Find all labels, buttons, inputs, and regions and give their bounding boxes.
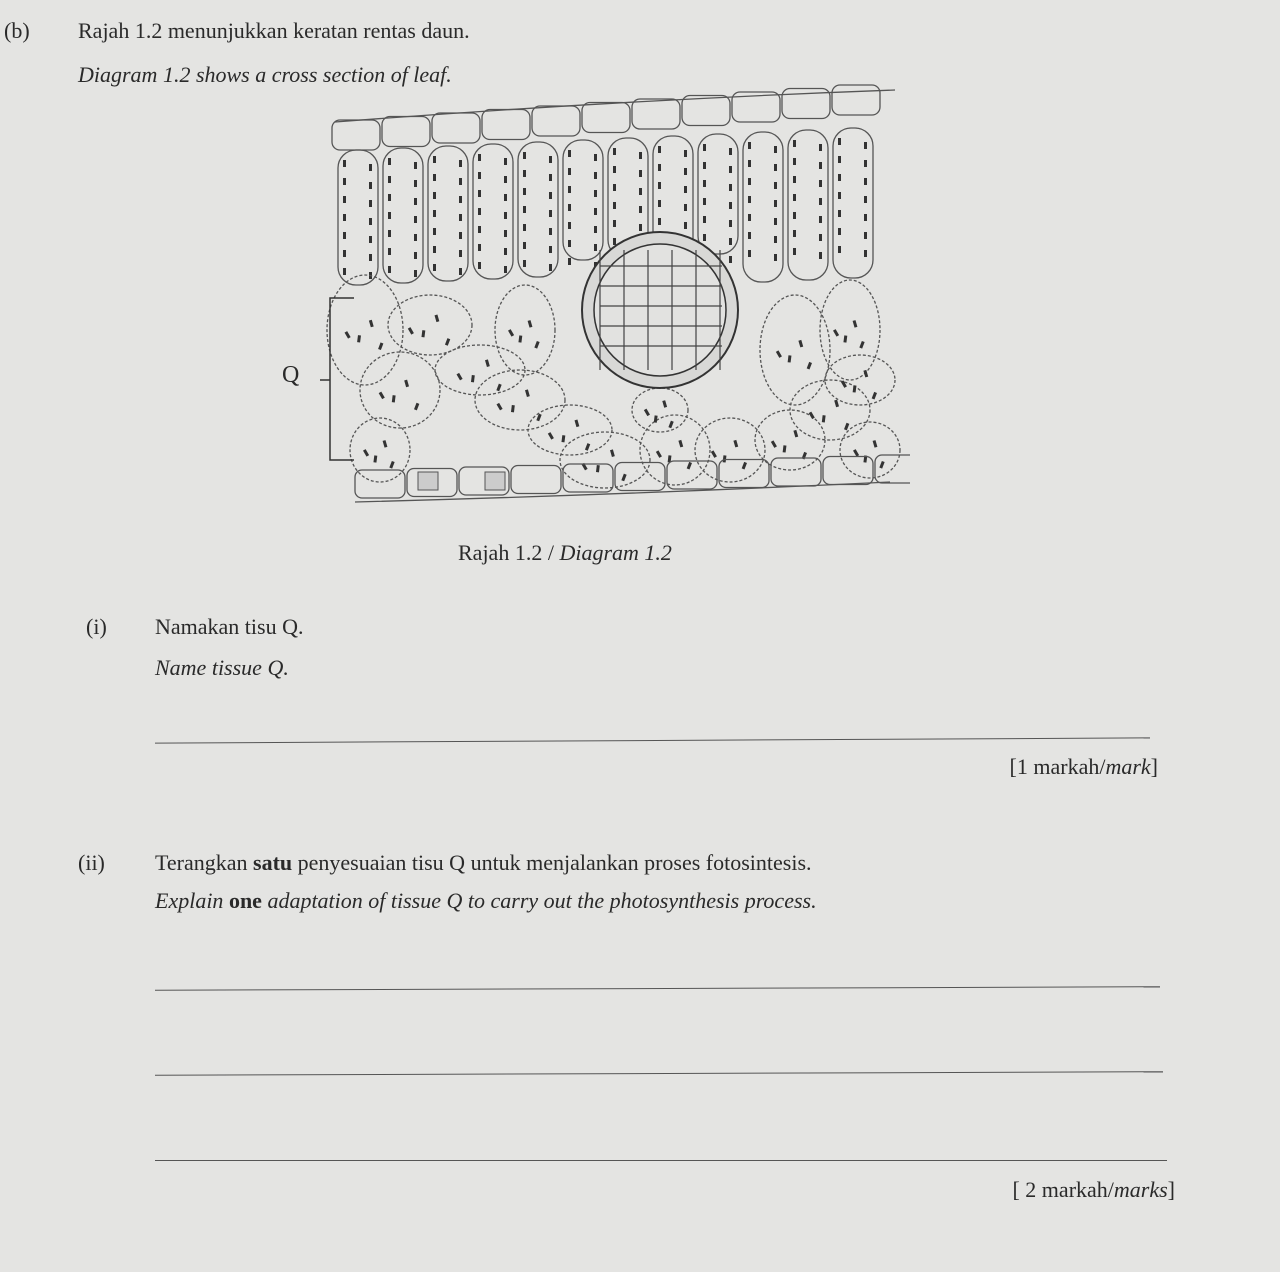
chloroplast	[435, 315, 440, 323]
upper-epidermis-cell	[482, 110, 530, 140]
chloroplast	[774, 200, 777, 207]
chloroplast	[528, 320, 533, 328]
question-ii-malay	[155, 850, 812, 876]
chloroplast	[549, 156, 552, 163]
chloroplast	[369, 320, 374, 328]
chloroplast	[523, 260, 526, 267]
chloroplast	[658, 182, 661, 189]
chloroplast	[369, 218, 372, 225]
chloroplast	[343, 232, 346, 239]
chloroplast	[838, 246, 841, 253]
marks-i-malay: [1 markah/	[1009, 754, 1106, 779]
question-i-english: Name tissue Q.	[155, 655, 289, 680]
chloroplast	[819, 162, 822, 169]
chloroplast	[774, 164, 777, 171]
chloroplast	[523, 170, 526, 177]
chloroplast	[343, 250, 346, 257]
chloroplast	[684, 186, 687, 193]
chloroplast	[478, 172, 481, 179]
chloroplast	[549, 192, 552, 199]
chloroplast	[471, 375, 475, 382]
chloroplast	[639, 170, 642, 177]
chloroplast	[864, 160, 867, 167]
chloroplast	[668, 421, 673, 429]
chloroplast	[613, 238, 616, 245]
q2-en-bold: one	[228, 888, 262, 913]
spongy-mesophyll-cell	[495, 285, 555, 375]
chloroplast	[729, 184, 732, 191]
chloroplast	[864, 214, 867, 221]
upper-epidermis-cell	[682, 96, 730, 126]
part-label: (b)	[4, 18, 30, 43]
chloroplast	[687, 462, 692, 470]
chloroplast	[864, 232, 867, 239]
chloroplast	[568, 222, 571, 229]
chloroplast	[859, 341, 864, 349]
spongy-mesophyll-cell	[632, 388, 688, 432]
chloroplast	[504, 248, 507, 255]
chloroplast	[518, 335, 522, 342]
chloroplast	[662, 400, 667, 408]
chloroplast	[357, 335, 361, 342]
q-bracket	[320, 298, 354, 460]
chloroplast	[774, 182, 777, 189]
chloroplast	[388, 176, 391, 183]
label-q: Q	[282, 362, 300, 388]
question-i-number: (i)	[86, 614, 107, 639]
chloroplast	[639, 206, 642, 213]
spongy-mesophyll-cell	[760, 295, 830, 405]
chloroplast	[853, 449, 859, 457]
chloroplast	[414, 403, 419, 411]
chloroplast	[838, 174, 841, 181]
upper-epidermis-cell	[532, 106, 580, 136]
chloroplast	[678, 440, 683, 448]
chloroplast	[774, 236, 777, 243]
answer-line-i[interactable]	[155, 737, 1150, 743]
chloroplast	[388, 230, 391, 237]
chloroplast	[459, 250, 462, 257]
chloroplast	[596, 465, 600, 472]
spongy-mesophyll-cell	[695, 418, 765, 482]
chloroplast	[748, 196, 751, 203]
answer-line-ii-3[interactable]	[155, 1160, 1167, 1161]
chloroplast	[639, 188, 642, 195]
chloroplast	[585, 443, 590, 451]
chloroplast	[568, 240, 571, 247]
chloroplast	[414, 198, 417, 205]
spongy-mesophyll-cell	[475, 370, 565, 430]
chloroplast	[774, 218, 777, 225]
q2-en-pre: Explain	[155, 888, 229, 913]
chloroplast	[433, 156, 436, 163]
chloroplast	[343, 214, 346, 221]
chloroplast	[729, 220, 732, 227]
chloroplast	[838, 156, 841, 163]
spongy-mesophyll-cell	[560, 432, 650, 488]
q2-ms-bold: satu	[253, 850, 293, 875]
chloroplast	[774, 254, 777, 261]
chloroplast	[414, 216, 417, 223]
chloroplast	[853, 385, 857, 392]
chloroplast	[433, 246, 436, 253]
chloroplast	[389, 461, 394, 469]
chloroplast	[378, 342, 383, 350]
chloroplast	[594, 208, 597, 215]
chloroplast	[684, 204, 687, 211]
chloroplast	[594, 154, 597, 161]
chloroplast	[459, 196, 462, 203]
marks-ii-close: ]	[1167, 1177, 1175, 1202]
chloroplast	[369, 236, 372, 243]
chloroplast	[838, 138, 841, 145]
chloroplast	[414, 270, 417, 277]
spongy-mesophyll-cell	[388, 295, 472, 355]
chloroplast	[433, 192, 436, 199]
chloroplast	[729, 238, 732, 245]
chloroplast	[748, 250, 751, 257]
chloroplast	[534, 341, 539, 349]
chloroplast	[549, 174, 552, 181]
chloroplast	[838, 228, 841, 235]
chloroplast	[523, 152, 526, 159]
chloroplast	[388, 248, 391, 255]
chloroplast	[445, 338, 450, 346]
chloroplast	[568, 186, 571, 193]
chloroplast	[776, 350, 782, 358]
lower-epidermis-cell	[511, 466, 561, 494]
marks-ii-malay: [ 2 markah/	[1012, 1177, 1114, 1202]
spongy-mesophyll-cell	[790, 380, 870, 440]
chloroplast	[568, 168, 571, 175]
chloroplast	[504, 176, 507, 183]
chloroplast	[658, 146, 661, 153]
chloroplast	[798, 340, 803, 348]
chloroplast	[363, 449, 369, 457]
chloroplast	[613, 166, 616, 173]
spongy-mesophyll-cell	[327, 275, 403, 385]
chloroplast	[621, 474, 626, 482]
chloroplast	[369, 200, 372, 207]
question-ii-number: (ii)	[78, 850, 105, 875]
chloroplast	[523, 224, 526, 231]
answer-line-ii-1[interactable]	[155, 986, 1160, 991]
chloroplast	[879, 461, 884, 469]
chloroplast	[684, 222, 687, 229]
chloroplast	[819, 234, 822, 241]
chloroplast	[684, 168, 687, 175]
spongy-mesophyll-cell	[640, 415, 710, 485]
spongy-mesophyll-cell	[820, 280, 880, 380]
chloroplast	[504, 230, 507, 237]
chloroplast	[345, 331, 351, 339]
chloroplast	[383, 440, 388, 448]
chloroplast	[504, 158, 507, 165]
chloroplast	[838, 192, 841, 199]
chloroplast	[525, 389, 530, 397]
chloroplast	[343, 196, 346, 203]
chloroplast	[504, 194, 507, 201]
chloroplast	[748, 178, 751, 185]
chloroplast	[819, 180, 822, 187]
chloroplast	[549, 210, 552, 217]
chloroplast	[819, 252, 822, 259]
chloroplast	[819, 216, 822, 223]
chloroplast	[853, 320, 858, 328]
chloroplast	[748, 214, 751, 221]
chloroplast	[478, 208, 481, 215]
chloroplast	[819, 144, 822, 151]
chloroplast	[485, 359, 490, 367]
chloroplast	[414, 234, 417, 241]
q2-ms-post: penyesuaian tisu Q untuk menjalankan proses fotosintesis.	[292, 850, 812, 875]
chloroplast	[459, 214, 462, 221]
answer-line-ii-2[interactable]	[155, 1071, 1163, 1076]
chloroplast	[478, 226, 481, 233]
chloroplast	[729, 148, 732, 155]
spongy-mesophyll-cell	[360, 352, 440, 428]
upper-epidermis-cell	[632, 99, 680, 129]
q2-en-post: adaptation of tissue Q to carry out the photosynthesis process.	[261, 888, 817, 913]
intro-english: Diagram 1.2 shows a cross section of leaf.	[78, 62, 452, 87]
chloroplast	[388, 194, 391, 201]
chloroplast	[568, 204, 571, 211]
marks-i-close: ]	[1150, 754, 1158, 779]
chloroplast	[748, 142, 751, 149]
chloroplast	[703, 234, 706, 241]
chloroplast	[793, 212, 796, 219]
chloroplast	[594, 244, 597, 251]
bundle-sheath-inner	[594, 244, 726, 376]
chloroplast	[561, 435, 565, 442]
chloroplast	[433, 210, 436, 217]
marks-ii-english: marks	[1113, 1177, 1168, 1202]
chloroplast	[568, 258, 571, 265]
chloroplast	[575, 420, 580, 428]
chloroplast	[404, 380, 409, 388]
chloroplast	[644, 409, 650, 417]
chloroplast	[656, 450, 662, 458]
chloroplast	[414, 252, 417, 259]
chloroplast	[613, 148, 616, 155]
chloroplast	[613, 184, 616, 191]
chloroplast	[639, 152, 642, 159]
question-ii-english	[155, 888, 817, 914]
marks-ii	[1012, 1177, 1175, 1203]
guard-cell	[485, 472, 505, 490]
diagram-caption	[458, 540, 672, 566]
chloroplast	[343, 178, 346, 185]
chloroplast	[711, 450, 717, 458]
chloroplast	[421, 330, 425, 337]
upper-epidermis-cell	[832, 85, 880, 115]
chloroplast	[457, 373, 463, 381]
chloroplast	[873, 440, 878, 448]
q2-ms-pre: Terangkan	[155, 850, 254, 875]
chloroplast	[771, 440, 777, 448]
chloroplast	[838, 210, 841, 217]
chloroplast	[392, 395, 396, 402]
chloroplast	[639, 224, 642, 231]
chloroplast	[654, 415, 658, 422]
intro-malay: Rajah 1.2 menunjukkan keratan rentas daun.	[78, 18, 470, 43]
chloroplast	[414, 162, 417, 169]
chloroplast	[343, 160, 346, 167]
chloroplast	[496, 384, 501, 392]
chloroplast	[864, 178, 867, 185]
chloroplast	[594, 172, 597, 179]
spongy-mesophyll-cell	[528, 405, 612, 455]
chloroplast	[478, 244, 481, 251]
chloroplast	[748, 232, 751, 239]
chloroplast	[610, 449, 615, 457]
upper-epidermis-cell	[582, 103, 630, 133]
chloroplast	[864, 142, 867, 149]
chloroplast	[658, 218, 661, 225]
chloroplast	[369, 182, 372, 189]
chloroplast	[841, 380, 847, 388]
chloroplast	[729, 202, 732, 209]
chloroplast	[793, 194, 796, 201]
chloroplast	[793, 176, 796, 183]
chloroplast	[864, 196, 867, 203]
chloroplast	[807, 362, 812, 370]
chloroplast	[379, 392, 385, 400]
chloroplast	[864, 250, 867, 257]
chloroplast	[594, 226, 597, 233]
leaf-cross-section-diagram	[270, 80, 910, 510]
chloroplast	[703, 162, 706, 169]
caption-english: Diagram 1.2	[559, 540, 672, 565]
lower-epidermis-cell	[355, 470, 405, 498]
chloroplast	[783, 445, 787, 452]
chloroplast	[703, 144, 706, 151]
chloroplast	[658, 164, 661, 171]
chloroplast	[523, 188, 526, 195]
chloroplast	[459, 160, 462, 167]
chloroplast	[793, 430, 798, 438]
chloroplast	[549, 228, 552, 235]
upper-epidermis-cell	[332, 120, 380, 150]
chloroplast	[684, 150, 687, 157]
chloroplast	[388, 266, 391, 273]
chloroplast	[497, 403, 503, 411]
marks-i-english: mark	[1105, 754, 1151, 779]
chloroplast	[433, 228, 436, 235]
chloroplast	[369, 164, 372, 171]
chloroplast	[594, 190, 597, 197]
chloroplast	[703, 216, 706, 223]
chloroplast	[433, 174, 436, 181]
chloroplast	[819, 198, 822, 205]
chloroplast	[511, 405, 515, 412]
guard-cell	[418, 472, 438, 490]
chloroplast	[373, 455, 377, 462]
chloroplast	[388, 158, 391, 165]
chloroplast	[774, 146, 777, 153]
chloroplast	[872, 392, 877, 400]
caption-malay: Rajah 1.2 /	[458, 540, 560, 565]
chloroplast	[414, 180, 417, 187]
chloroplast	[733, 440, 738, 448]
spongy-mesophyll-cell	[435, 345, 525, 395]
chloroplast	[703, 198, 706, 205]
chloroplast	[793, 230, 796, 237]
chloroplast	[834, 400, 839, 408]
chloroplast	[793, 140, 796, 147]
chloroplast	[788, 355, 792, 362]
chloroplast	[369, 254, 372, 261]
chloroplast	[508, 329, 514, 337]
chloroplast	[568, 150, 571, 157]
chloroplast	[459, 268, 462, 275]
chloroplast	[613, 220, 616, 227]
chloroplast	[459, 232, 462, 239]
chloroplast	[523, 242, 526, 249]
chloroplast	[822, 415, 826, 422]
chloroplast	[343, 268, 346, 275]
chloroplast	[844, 423, 849, 431]
chloroplast	[548, 432, 554, 440]
upper-epidermis-cell	[382, 117, 430, 147]
chloroplast	[549, 264, 552, 271]
chloroplast	[433, 264, 436, 271]
chloroplast	[408, 327, 414, 335]
marks-i	[1010, 754, 1158, 780]
chloroplast	[613, 202, 616, 209]
chloroplast	[504, 266, 507, 273]
chloroplast	[742, 462, 747, 470]
chloroplast	[729, 256, 732, 263]
upper-epidermis-cell	[432, 113, 480, 143]
chloroplast	[793, 248, 796, 255]
chloroplast	[843, 335, 847, 342]
chloroplast	[478, 154, 481, 161]
spongy-mesophyll-cell	[840, 422, 900, 478]
chloroplast	[478, 262, 481, 269]
chloroplast	[809, 412, 815, 420]
chloroplast	[523, 206, 526, 213]
chloroplast	[793, 158, 796, 165]
chloroplast	[504, 212, 507, 219]
chloroplast	[388, 212, 391, 219]
chloroplast	[748, 160, 751, 167]
chloroplast	[658, 200, 661, 207]
chloroplast	[459, 178, 462, 185]
chloroplast	[549, 246, 552, 253]
chloroplast	[833, 329, 839, 337]
chloroplast	[703, 180, 706, 187]
chloroplast	[478, 190, 481, 197]
upper-cuticle	[335, 90, 895, 122]
chloroplast	[729, 166, 732, 173]
question-i-malay: Namakan tisu Q.	[155, 614, 304, 639]
